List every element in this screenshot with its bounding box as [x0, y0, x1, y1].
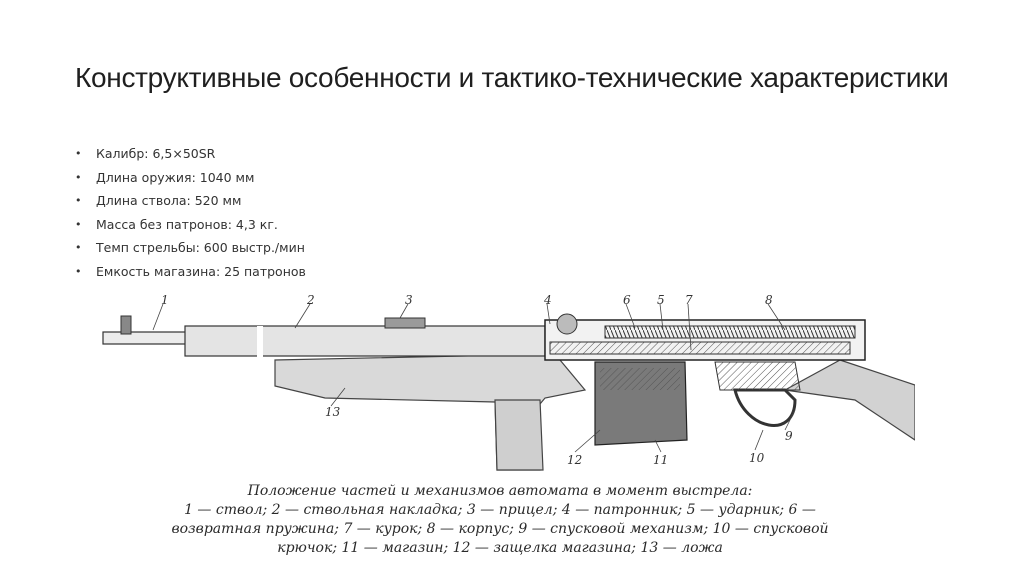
list-item	[75, 213, 306, 237]
spec-rate-of-fire: Темп стрельбы: 600 выстр./мин	[96, 240, 305, 255]
trigger-mechanism-shape	[715, 362, 800, 390]
list-item	[75, 189, 306, 213]
callout-5: 5	[657, 293, 665, 307]
list-item	[75, 236, 306, 260]
spec-weight: Масса без патронов: 4,3 кг.	[96, 216, 278, 232]
callout-2: 2	[307, 293, 315, 307]
callout-7: 7	[685, 293, 693, 307]
return-spring-shape	[605, 326, 855, 338]
caption-line: 1 — ствол; 2 — ствольная накладка; 3 — прицел; 4 — патронник; 5 — ударник; 6 —	[184, 502, 816, 518]
callout-11: 11	[653, 453, 669, 467]
callout-6: 6	[623, 293, 631, 307]
list-item	[75, 142, 306, 166]
callout-12: 12	[567, 453, 583, 467]
bullet-icon: •	[75, 194, 82, 207]
spec-magazine: Емкость магазина: 25 патронов	[96, 263, 306, 279]
grip-shape	[495, 400, 543, 470]
list-item	[75, 260, 306, 284]
caption-line: возвратная пружина; 7 — курок; 8 — корпус; 9 — спусковой механизм; 10 — спусковой	[171, 521, 829, 537]
bullet-icon: •	[75, 217, 82, 231]
caption-line: крючок; 11 — магазин; 12 — защелка магазина; 13 — ложа	[277, 540, 723, 556]
list-item	[75, 166, 306, 190]
figure-caption	[100, 482, 900, 558]
callout-13: 13	[325, 405, 341, 419]
front-sight-shape	[121, 316, 131, 334]
specs-list	[75, 142, 306, 283]
callout-10: 10	[749, 451, 765, 465]
bullet-icon: •	[75, 264, 82, 278]
callout-8: 8	[765, 293, 773, 307]
callout-9: 9	[785, 429, 793, 443]
spec-length: Длина оружия: 1040 мм	[96, 169, 255, 185]
callout-1: 1	[161, 293, 169, 307]
barrel-shroud-shape	[185, 326, 545, 356]
spec-caliber: Калибр: 6,5×50SR	[96, 146, 216, 161]
bullet-icon: •	[75, 170, 82, 184]
trigger-guard-shape	[735, 390, 795, 425]
callout-3: 3	[405, 293, 413, 307]
buttstock-shape	[785, 360, 915, 440]
bullet-icon: •	[75, 241, 82, 254]
slide-title: Конструктивные особенности и тактико-технические характеристики	[75, 62, 949, 93]
spec-barrel-length: Длина ствола: 520 мм	[96, 193, 242, 208]
rifle-diagram	[95, 290, 915, 474]
callout-4: 4	[544, 293, 552, 307]
bullet-icon: •	[75, 147, 82, 160]
caption-line: Положение частей и механизмов автомата в момент выстрела:	[247, 483, 753, 499]
